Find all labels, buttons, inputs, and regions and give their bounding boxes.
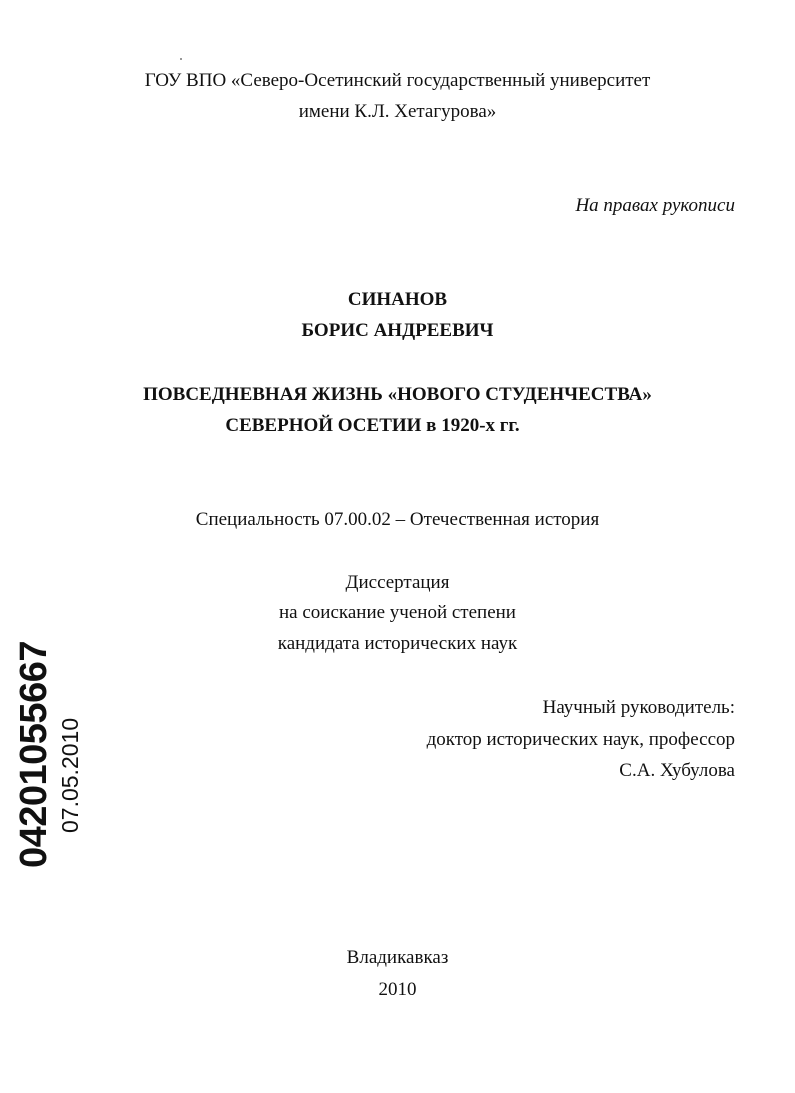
library-stamp-date: 07.05.2010 xyxy=(57,717,83,833)
institution-line-2: имени К.Л. Хетагурова» xyxy=(298,101,497,122)
degree-line-2: на соискание ученой степени xyxy=(279,602,516,623)
degree-line-1: Диссертация xyxy=(345,572,450,593)
specialty-line: Специальность 07.00.02 – Отечественная история xyxy=(195,509,600,530)
dissertation-title-line-2: СЕВЕРНОЙ ОСЕТИИ в 1920-х гг. xyxy=(225,415,520,436)
city: Владикавказ xyxy=(346,947,449,968)
year: 2010 xyxy=(378,979,417,1000)
scan-speck xyxy=(180,58,182,60)
supervisor-title: доктор исторических наук, профессор xyxy=(426,729,735,750)
manuscript-note: На правах рукописи xyxy=(575,195,735,216)
institution-line-1: ГОУ ВПО «Северо-Осетинский государственный университет xyxy=(144,70,651,91)
author-surname: СИНАНОВ xyxy=(347,289,448,310)
library-stamp-number: 04201055667 xyxy=(13,641,55,868)
supervisor-label: Научный руководитель: xyxy=(542,697,735,718)
author-given-names: БОРИС АНДРЕЕВИЧ xyxy=(301,320,494,341)
degree-line-3: кандидата исторических наук xyxy=(277,633,518,654)
supervisor-name: С.А. Хубулова xyxy=(619,760,735,781)
dissertation-title-line-1: ПОВСЕДНЕВНАЯ ЖИЗНЬ «НОВОГО СТУДЕНЧЕСТВА» xyxy=(143,384,652,405)
